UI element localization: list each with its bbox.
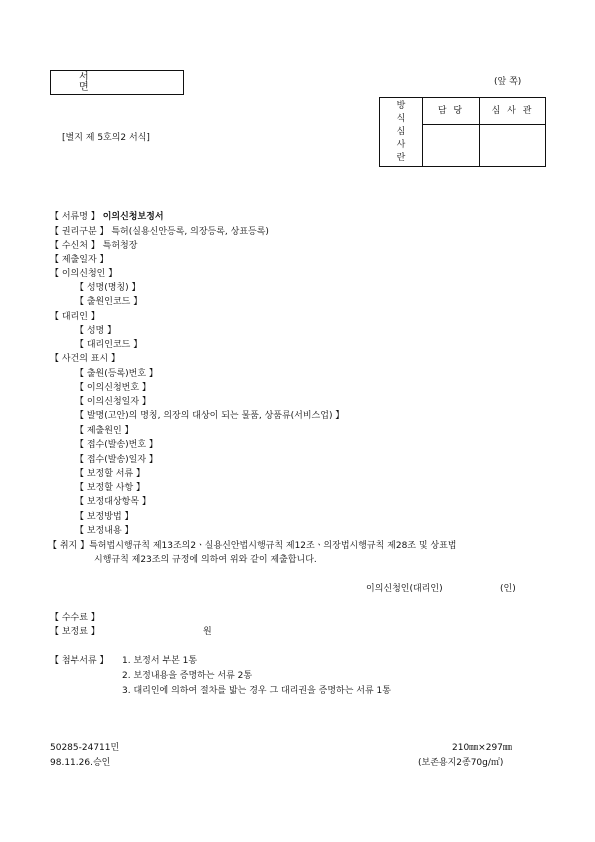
agent-name-row: 【 성명 】: [75, 326, 117, 336]
approval-date: 98.11.26.승인: [50, 758, 111, 768]
review-label-char: 식: [396, 113, 406, 124]
agent-row: 【 대리인 】: [50, 312, 100, 322]
fee-row: 【 수수료 】: [50, 613, 100, 623]
review-table: [379, 97, 546, 167]
purpose-line-1: 【 취지 】특허법시행규칙 제13조의2ㆍ실용신안법시행규칙 제12조ㆍ의장법시행규칙 제28조 및 상표법: [48, 541, 457, 551]
signer-label: 이의신청인(대리인): [366, 584, 443, 594]
attachment-item: 3. 대리인에 의하여 절차를 밟는 경우 그 대리권을 증명하는 서류 1통: [122, 686, 391, 696]
review-label-char: 란: [396, 152, 406, 163]
case-item: 【 보정내용 】: [75, 526, 134, 536]
review-label-char: 방: [396, 100, 406, 111]
attachments-label: 【 첨부서류 】: [50, 656, 109, 666]
form-title: 서 면: [79, 71, 117, 93]
case-item: 【 제출원인 】: [75, 426, 134, 436]
applicant-code-row: 【 출원인코드 】: [75, 297, 143, 307]
form-title-box: [50, 70, 184, 95]
review-col-in-charge: [423, 98, 480, 166]
correction-fee-row: 【 보정료 】: [50, 627, 100, 637]
form-reference: [별지 제 5호의2 서식]: [62, 133, 150, 143]
recipient-row: 【 수신처 】 특허청장: [50, 241, 138, 251]
review-label: [380, 98, 423, 166]
examiner-header: 심 사 관: [480, 98, 545, 125]
paper-type: (보존용지2종70g/㎡): [418, 758, 504, 768]
case-item: 【 보정방법 】: [75, 512, 134, 522]
case-item: 【 이의신청번호 】: [75, 383, 151, 393]
case-display-row: 【 사건의 표시 】: [50, 354, 121, 364]
review-col-examiner: [480, 98, 545, 166]
doc-name-row: [50, 213, 164, 222]
page-side-label: (앞 쪽): [494, 77, 522, 87]
case-item: 【 보정할 사항 】: [75, 483, 146, 493]
doc-name-label: 【 서류명 】: [50, 212, 100, 222]
case-item: 【 이의신청일자 】: [75, 397, 151, 407]
purpose-line-2: 시행규칙 제23조의 규정에 의하여 위와 같이 제출합니다.: [94, 555, 317, 565]
case-item: 【 발명(고안)의 명칭, 의장의 대상이 되는 물품, 상품류(서비스업) 】: [75, 411, 345, 421]
applicant-row: 【 이의신청인 】: [50, 269, 118, 279]
agent-code-row: 【 대리인코드 】: [75, 340, 143, 350]
attachment-item: 1. 보정서 부본 1통: [122, 656, 198, 666]
case-item: 【 출원(등록)번호 】: [75, 369, 158, 379]
case-item: 【 보정대상항목 】: [75, 497, 151, 507]
form-code: 50285-24711민: [50, 743, 120, 753]
case-item: 【 접수(발송)번호 】: [75, 440, 158, 450]
submit-date-row: 【 제출일자 】: [50, 255, 109, 265]
doc-name-value: 이의신청보정서: [102, 212, 164, 222]
case-item: 【 보정할 서류 】: [75, 469, 146, 479]
review-label-char: 심: [396, 126, 406, 137]
won-unit: 원: [203, 627, 212, 637]
right-type-row: 【 권리구분 】 특허(실용신안등록, 의장등록, 상표등록): [50, 227, 269, 237]
in-charge-header: 담 당: [423, 98, 479, 125]
seal-mark: (인): [500, 584, 516, 594]
paper-size: 210㎜×297㎜: [452, 743, 512, 753]
review-label-char: 사: [396, 139, 406, 150]
attachment-item: 2. 보정내용을 증명하는 서류 2통: [122, 671, 253, 681]
applicant-name-row: 【 성명(명칭) 】: [75, 283, 141, 293]
case-item: 【 접수(발송)일자 】: [75, 455, 158, 465]
